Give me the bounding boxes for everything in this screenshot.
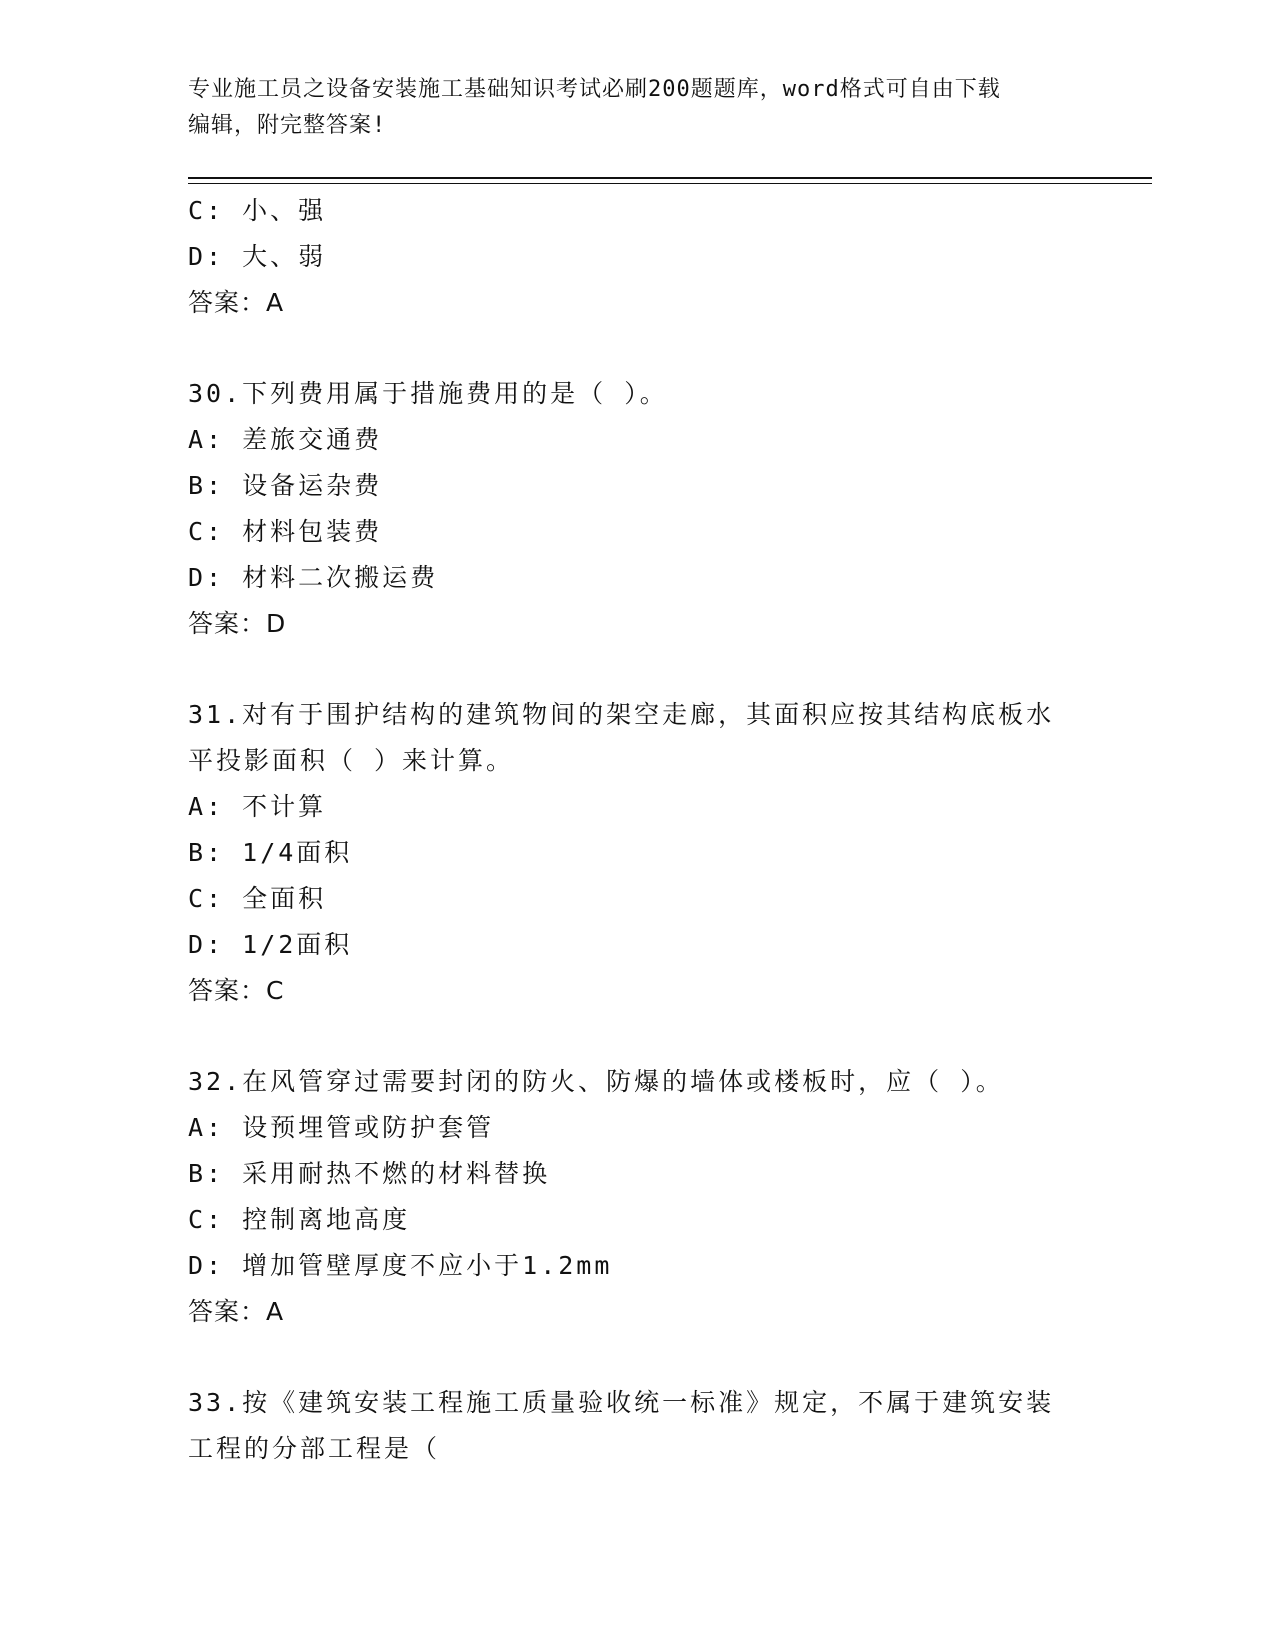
option-c: C: 全面积 bbox=[188, 884, 327, 913]
question-text-line-2: 平投影面积（ ）来计算。 bbox=[188, 746, 515, 775]
question-text-line-2: 工程的分部工程是（ bbox=[188, 1434, 441, 1463]
answer-line: 答案：A bbox=[188, 288, 285, 317]
option-d: D: 1/2面积 bbox=[188, 930, 353, 959]
header-divider-thin bbox=[188, 183, 1152, 184]
option-b: B: 1/4面积 bbox=[188, 838, 353, 867]
header-divider-thick bbox=[188, 177, 1152, 179]
option-d: D: 大、弱 bbox=[188, 242, 327, 271]
question-30 bbox=[188, 371, 1088, 647]
answer-line: 答案：A bbox=[188, 1297, 285, 1326]
option-b: B: 设备运杂费 bbox=[188, 471, 383, 500]
option-d: D: 材料二次搬运费 bbox=[188, 563, 439, 592]
question-text: 32.在风管穿过需要封闭的防火、防爆的墙体或楼板时，应（ ）。 bbox=[188, 1067, 1004, 1096]
header-title-line-2: 编辑，附完整答案! bbox=[188, 113, 387, 138]
option-c: C: 材料包装费 bbox=[188, 517, 383, 546]
prev-question-tail bbox=[188, 188, 1088, 326]
option-d: D: 增加管壁厚度不应小于1.2mm bbox=[188, 1251, 613, 1280]
question-text-line-1: 33.按《建筑安装工程施工质量验收统一标准》规定，不属于建筑安装 bbox=[188, 1388, 1055, 1417]
question-content bbox=[188, 188, 1088, 1472]
question-text: 30.下列费用属于措施费用的是（ ）。 bbox=[188, 379, 668, 408]
option-c: C: 小、强 bbox=[188, 196, 327, 225]
option-c: C: 控制离地高度 bbox=[188, 1205, 411, 1234]
option-b: B: 采用耐热不燃的材料替换 bbox=[188, 1159, 551, 1188]
answer-line: 答案：D bbox=[188, 609, 287, 638]
question-text-line-1: 31.对有于围护结构的建筑物间的架空走廊，其面积应按其结构底板水 bbox=[188, 700, 1055, 729]
document-header bbox=[188, 72, 1088, 144]
header-title-line-1: 专业施工员之设备安装施工基础知识考试必刷200题题库，word格式可自由下载 bbox=[188, 77, 1001, 102]
question-33 bbox=[188, 1380, 1088, 1472]
option-a: A: 设预埋管或防护套管 bbox=[188, 1113, 495, 1142]
question-31 bbox=[188, 692, 1088, 1014]
option-a: A: 不计算 bbox=[188, 792, 327, 821]
option-a: A: 差旅交通费 bbox=[188, 425, 383, 454]
answer-line: 答案：C bbox=[188, 976, 285, 1005]
question-32 bbox=[188, 1059, 1088, 1335]
